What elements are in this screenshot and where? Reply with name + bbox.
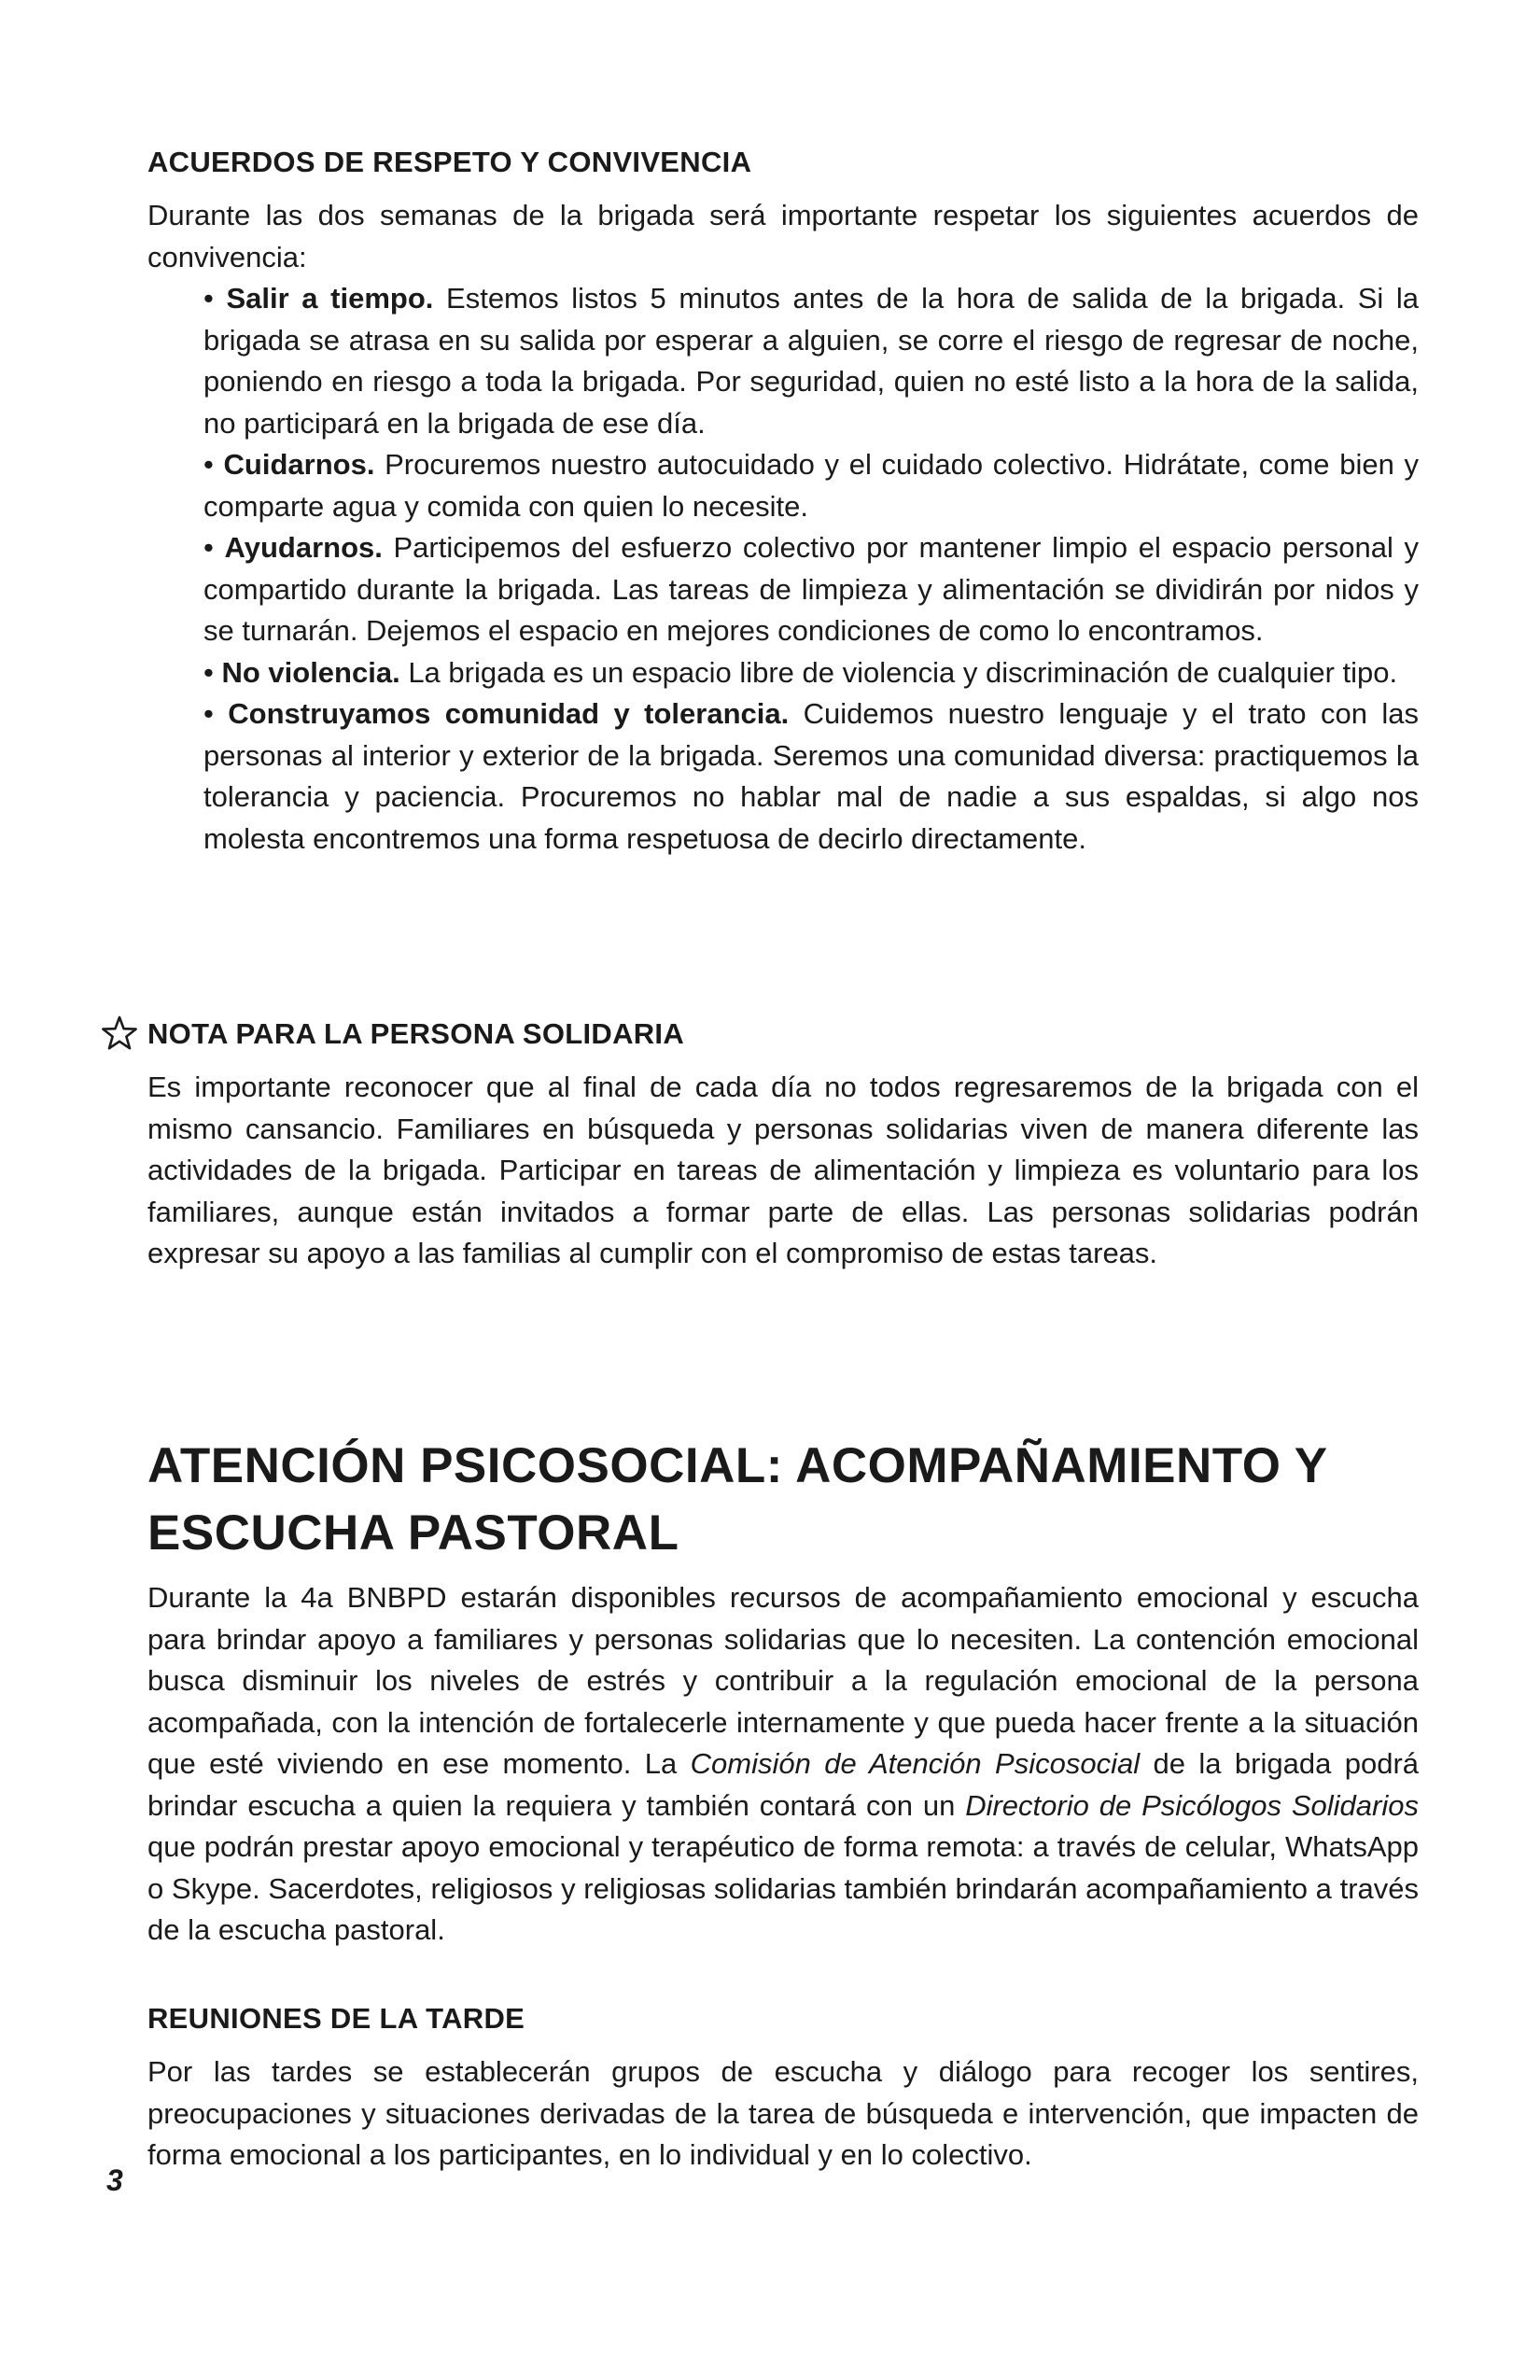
bullet-marker: • xyxy=(203,282,227,315)
bullet-marker: • xyxy=(203,655,222,689)
title-line-2: ESCUCHA PASTORAL xyxy=(147,1505,679,1561)
bullet-title: Salir a tiempo. xyxy=(226,282,434,315)
bullet-title: Ayudarnos. xyxy=(224,531,383,564)
page-number: 3 xyxy=(106,2163,123,2197)
bullet-title: Cuidarnos. xyxy=(223,448,375,481)
section-heading-reuniones: REUNIONES DE LA TARDE xyxy=(147,2002,525,2035)
star-outline-icon xyxy=(101,1015,138,1052)
bullet-marker: • xyxy=(203,448,224,481)
paragraph-text: de la brigada podrá brindar escucha a quien la requiera y también contará con un xyxy=(147,1747,1420,1822)
list-item xyxy=(203,278,1419,444)
bullet-text: La brigada es un espacio libre de violencia y discriminación de cualquier tipo. xyxy=(399,655,1398,689)
bullet-marker: • xyxy=(203,531,225,564)
paragraph-text: Durante la 4a BNBPD estarán disponibles recursos de acompañamiento emocional y escucha para brindar apoyo a familiares y personas solidarias que lo necesiten. La contención emocional busca disminuir los niveles de estrés y contribuir a la regulación emocional de la persona acompañada, con la intención de fortalecerle internamente y que pueda hacer frente a la situación que esté viviendo en ese momento. La xyxy=(147,1581,1419,1780)
bullet-title: Construyamos comunidad y tolerancia. xyxy=(228,697,790,730)
reuniones-text: Por las tardes se establecerán grupos de escucha y diálogo para recoger los sentires, preocupaciones y situaciones derivadas de la tarea de búsqueda e intervención, que impacten de forma emocional a los participantes, en lo individual y en lo colectivo. xyxy=(147,2055,1419,2171)
page-title xyxy=(147,1433,1419,1567)
paragraph-text: que podrán prestar apoyo emocional y terapéutico de forma remota: a través de celular, WhatsApp o Skype. Sacerdotes, religiosos y religiosas solidarias también brindarán acompañamiento a través de la escucha pastoral. xyxy=(147,1830,1419,1946)
bullet-marker: • xyxy=(203,697,229,730)
emphasis-comision: Comisión de Atención Psicosocial xyxy=(690,1747,1141,1780)
list-item xyxy=(203,693,1419,860)
section-heading-acuerdos: ACUERDOS DE RESPETO Y CONVIVENCIA xyxy=(147,146,752,178)
list-item xyxy=(203,652,1419,694)
list-item xyxy=(203,527,1419,652)
acuerdos-intro: Durante las dos semanas de la brigada será importante respetar los siguientes acuerdos de convivencia: xyxy=(147,199,1419,273)
note-heading: NOTA PARA LA PERSONA SOLIDARIA xyxy=(147,1017,685,1050)
list-item xyxy=(203,444,1419,527)
bullet-text: Participemos del esfuerzo colectivo por mantener limpio el espacio personal y compartido durante la brigada. Las tareas de limpieza y alimentación se dividirán por nidos y se turnarán. Dejemos el espacio en mejores condiciones de como lo encontramos. xyxy=(203,531,1419,647)
acuerdos-list xyxy=(203,278,1419,860)
title-line-1: ATENCIÓN PSICOSOCIAL: ACOMPAÑAMIENTO Y xyxy=(147,1438,1328,1493)
bullet-text: Cuidemos nuestro lenguaje y el trato con las personas al interior y exterior de la brigada. Seremos una comunidad diversa: practiquemos la tolerancia y paciencia. Procuremos no hablar mal de nadie a sus espaldas, si algo nos molesta encontremos una forma respetuosa de decirlo directamente. xyxy=(203,697,1419,855)
psicosocial-paragraph xyxy=(147,1577,1419,1952)
note-text: Es importante reconocer que al final de cada día no todos regresaremos de la brigada con el mismo cansancio. Familiares en búsqueda y personas solidarias viven de manera diferente las actividades de la brigada. Participar en tareas de alimentación y limpieza es voluntario para los familiares, aunque están invitados a formar parte de ellas. Las personas solidarias podrán expresar su apoyo a las familias al cumplir con el compromiso de estas tareas. xyxy=(147,1071,1419,1269)
bullet-text: Procuremos nuestro autocuidado y el cuidado colectivo. Hidrátate, come bien y comparte agua y comida con quien lo necesite. xyxy=(203,448,1419,523)
emphasis-directorio: Directorio de Psicólogos Solidarios xyxy=(965,1788,1419,1822)
bullet-text: Estemos listos 5 minutos antes de la hora de salida de la brigada. Si la brigada se atrasa en su salida por esperar a alguien, se corre el riesgo de regresar de noche, poniendo en riesgo a toda la brigada. Por seguridad, quien no esté listo a la hora de la salida, no participará en la brigada de ese día. xyxy=(203,282,1420,440)
bullet-title: No violencia. xyxy=(221,655,400,689)
